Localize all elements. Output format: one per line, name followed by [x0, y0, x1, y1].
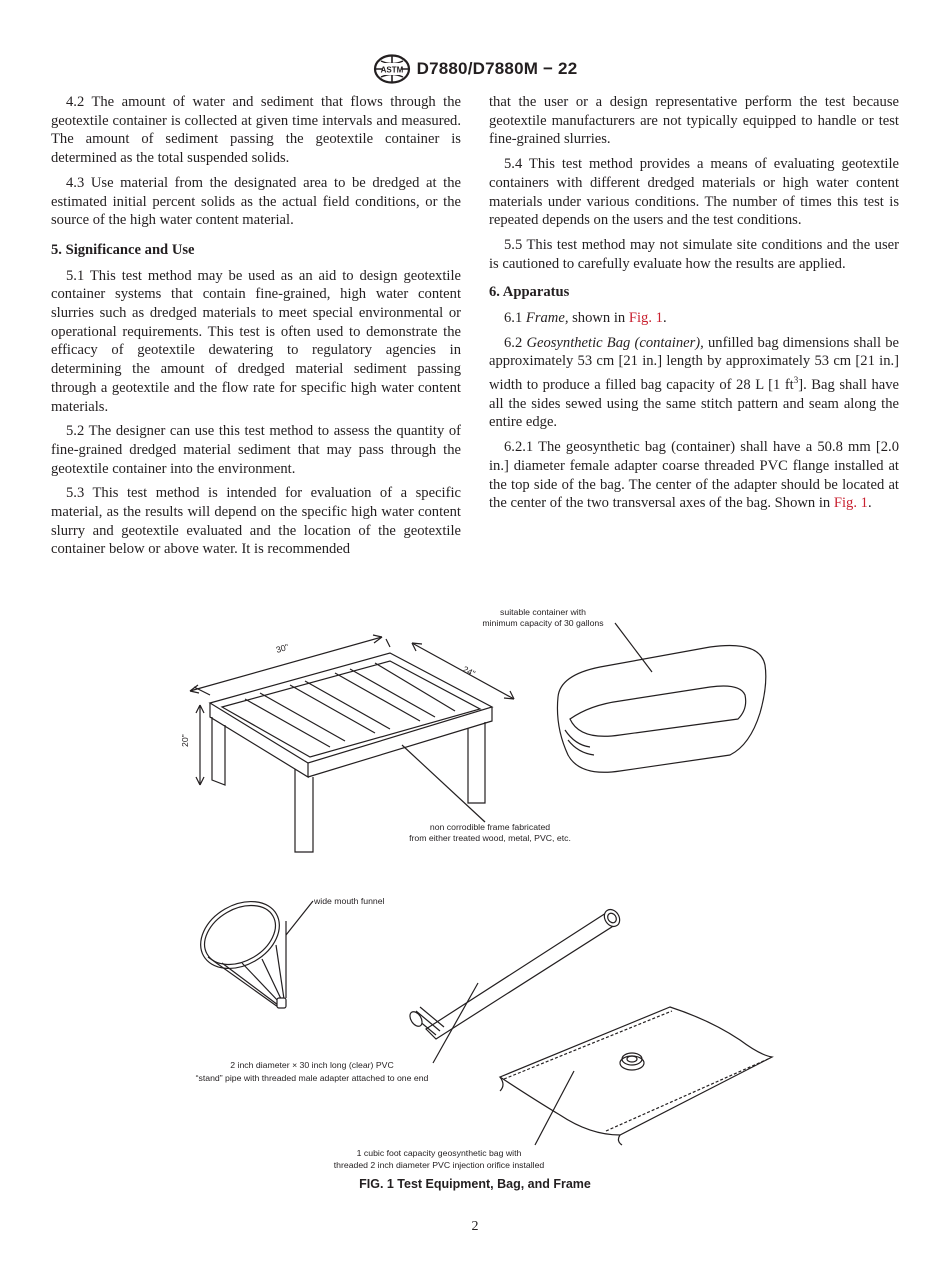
funnel-illustration	[189, 888, 313, 1008]
paragraph-4-2: 4.2 The amount of water and sediment that flows through the geotextile container is collected at given time intervals and measured. The amount of sediment passing the geotextile container is determined as the total suspended solids.	[51, 94, 461, 167]
paragraph-5-4: 5.4 This test method provides a means of evaluating geotextile containers with different dredged materials or high water content materials under various conditions. The number of times this test is repeated depends on the users and the test conditions.	[489, 156, 899, 229]
paragraph-6-2-1: 6.2.1 The geosynthetic bag (container) shall have a 50.8 mm [2.0 in.] diameter female adapter coarse threaded PVC flange installed at the top side of the bag. The center of the adapter should be located at the center of the two transversal axes of the bag. Shown in Fig. 1.	[489, 439, 899, 512]
paragraph-5-2: 5.2 The designer can use this test method to assess the quantity of fine-grained dredged material sediment that may pass through the geotextile container into the environment.	[51, 423, 461, 477]
section-5-heading: 5. Significance and Use	[51, 241, 195, 258]
left-column	[51, 93, 461, 565]
paragraph-5-3: 5.3 This test method is intended for evaluation of a specific material, as the results will depend on the specific high water content slurry and geotextile evaluated and the location of the geotextile container below or above water. It is recommended	[51, 485, 461, 558]
funnel-label: wide mouth funnel	[314, 896, 385, 906]
bag-label-line-2: threaded 2 inch diameter PVC injection orifice installed	[333, 1160, 545, 1170]
figure-1	[150, 595, 800, 1185]
container-label-line-1: suitable container with	[500, 607, 586, 617]
fig-1-link[interactable]: Fig. 1	[833, 495, 868, 512]
paragraph-5-1: 5.1 This test method may be used as an aid to design geotextile container systems that contain fine-grained, high water content slurries such as dredged materials to meet special environmental or operational requirements. This test is often used to demonstrate the efficacy of geotextile dewatering to regulatory agencies in determining the amount of dredged material sediment passing through a geotextile and the flow rate for specific high water content materials.	[51, 267, 461, 415]
bag-label-line-1: 1 cubic foot capacity geosynthetic bag with	[356, 1148, 522, 1158]
container-illustration	[557, 623, 765, 772]
document-designation: D7880/D7880M − 22	[416, 59, 578, 78]
dim-24-label: 24"	[461, 663, 478, 679]
pipe-label-line-2: “stand” pipe with threaded male adapter attached to one end	[195, 1073, 429, 1083]
astm-logo-icon	[373, 54, 411, 84]
fig-1-link[interactable]: Fig. 1	[628, 310, 663, 327]
paragraph-4-3: 4.3 Use material from the designated area to be dredged at the estimated initial percent solids as the actual field conditions, or the source of the high water content material.	[51, 174, 461, 229]
svg-text:ASTM: ASTM	[380, 65, 403, 75]
frame-label-line-2: from either treated wood, metal, PVC, etc.	[409, 833, 571, 843]
container-label-line-2: minimum capacity of 30 gallons	[482, 618, 604, 628]
frame-label-line-1: non corrodible frame fabricated	[429, 822, 551, 832]
section-6-heading: 6. Apparatus	[489, 284, 570, 301]
pipe-label-line-1: 2 inch diameter × 30 inch long (clear) PVC	[230, 1060, 394, 1070]
bag-illustration	[500, 1007, 772, 1145]
paragraph-5-3-continued: that the user or a design representative perform the test because geotextile manufacturers are not typically equipped to handle or test fine-grained slurries.	[489, 94, 899, 148]
paragraph-5-5: 5.5 This test method may not simulate site conditions and the user is cautioned to carefully evaluate how the results are applied.	[489, 236, 899, 272]
right-column	[489, 93, 899, 519]
paragraph-6-1: 6.1 Frame, shown in Fig. 1.	[504, 310, 667, 327]
figure-1-drawing	[150, 595, 800, 1185]
figure-caption: FIG. 1 Test Equipment, Bag, and Frame	[359, 1177, 591, 1191]
paragraph-6-2: 6.2 Geosynthetic Bag (container), unfilled bag dimensions shall be approximately 53 cm [21 in.] length by approximately 53 cm [21 in.] width to produce a filled bag capacity of 28 L [1 $ft^3$]. Bag shall have all the sides sewed using the same stitch pattern and seam along the entire edge.	[489, 334, 899, 431]
dim-20-label: 20"	[180, 734, 190, 747]
page-number: 2	[471, 1219, 479, 1234]
page-header	[0, 54, 950, 89]
dim-30-label: 30"	[274, 641, 290, 655]
